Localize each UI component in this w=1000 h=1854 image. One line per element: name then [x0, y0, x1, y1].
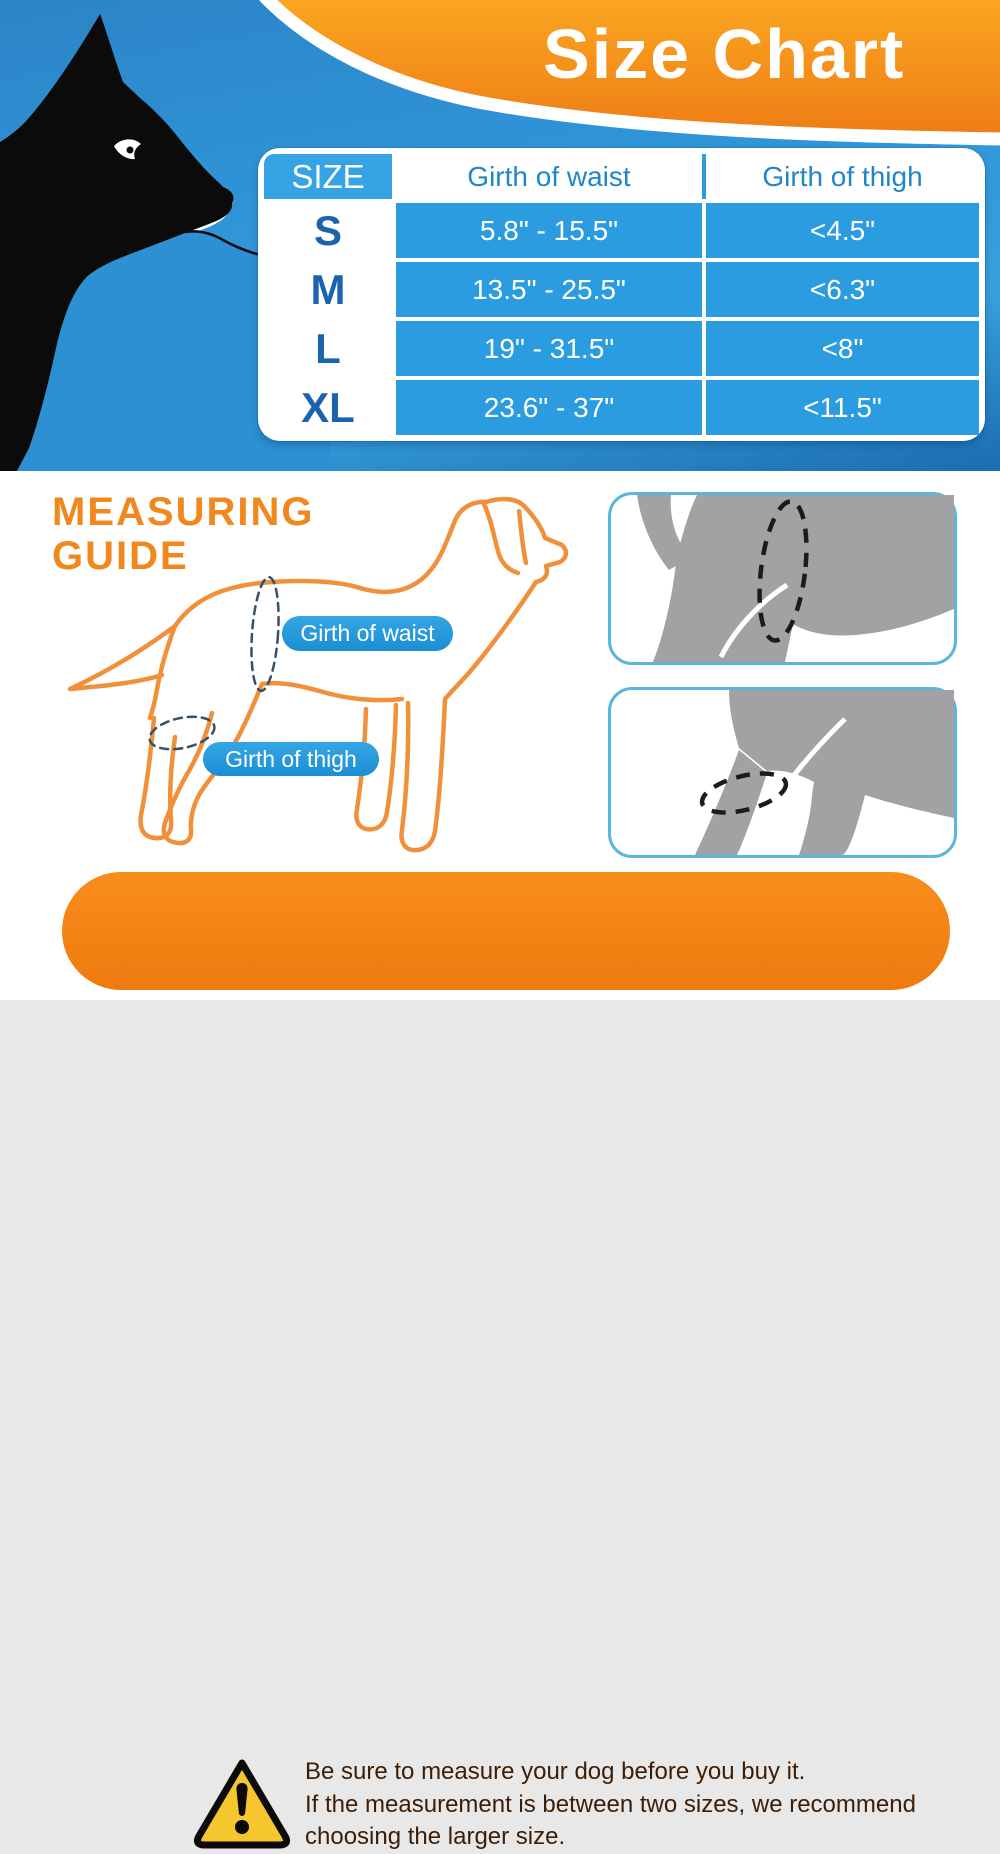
notice-line-3: choosing the larger size. [305, 1823, 566, 1850]
notice-line-1: Be sure to measure your dog before you buy it. [305, 1758, 806, 1785]
measuring-guide-line2: GUIDE [52, 534, 189, 578]
warning-triangle-icon [190, 1756, 294, 1852]
column-header-size: SIZE [264, 154, 392, 199]
row-l-waist: 19" - 31.5" [396, 321, 702, 376]
row-l-thigh: <8" [706, 321, 979, 376]
column-header-waist: Girth of waist [396, 154, 702, 199]
thigh-label-pill: Girth of thigh [203, 742, 379, 776]
notice-line-2: If the measurement is between two sizes, we recommend [305, 1790, 916, 1818]
notice-banner [62, 872, 950, 1850]
row-m-size: M [264, 262, 392, 317]
row-s-waist: 5.8" - 15.5" [396, 203, 702, 258]
row-xl-waist: 23.6" - 37" [396, 380, 702, 435]
thigh-measure-photo [608, 687, 957, 858]
row-m-thigh: <6.3" [706, 262, 979, 317]
row-xl-thigh: <11.5" [706, 380, 979, 435]
waist-dashed-ellipse [248, 576, 282, 692]
page-title: Size Chart [543, 15, 906, 93]
column-header-thigh: Girth of thigh [702, 154, 979, 199]
waist-measure-photo [608, 492, 957, 665]
waist-label-pill: Girth of waist [282, 616, 453, 651]
dog-outline-illustration [55, 485, 575, 875]
row-m-waist: 13.5" - 25.5" [396, 262, 702, 317]
measuring-guide-line1: MEASURING [52, 490, 315, 534]
row-l-size: L [264, 321, 392, 376]
row-s-size: S [264, 203, 392, 258]
notice-text [305, 1756, 965, 1854]
row-s-thigh: <4.5" [706, 203, 979, 258]
header-band [0, 0, 1000, 471]
size-table [258, 148, 985, 441]
row-xl-size: XL [264, 380, 392, 435]
